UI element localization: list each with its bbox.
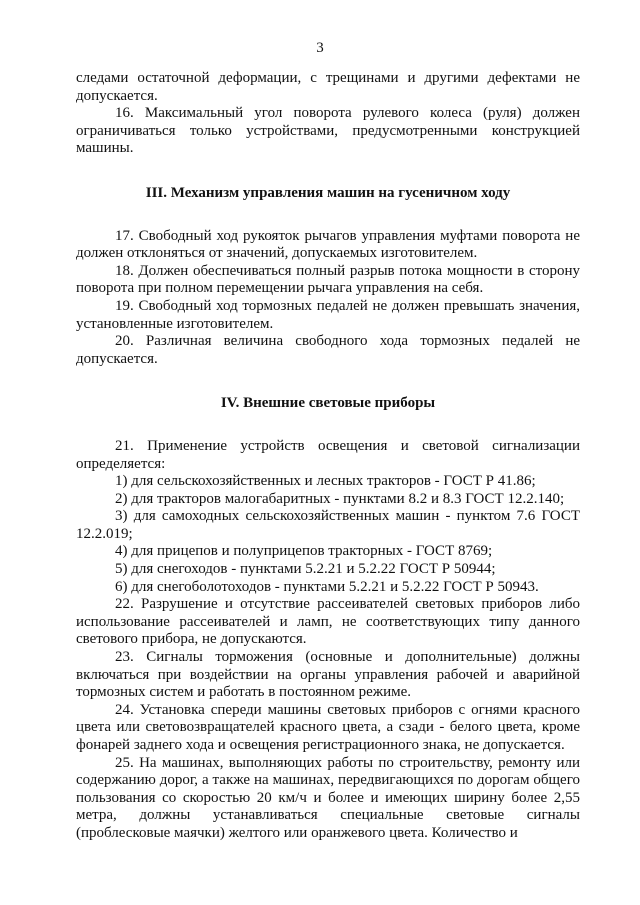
paragraph-16: 16. Максимальный угол поворота рулевого колеса (руля) должен ограничиваться только устройствами, предусмотренными конструкцией машины. (76, 105, 580, 157)
document-body (76, 70, 580, 843)
paragraph-18: 18. Должен обеспечиваться полный разрыв потока мощности в сторону поворота при полном перемещении рычага управления на себя. (76, 262, 580, 297)
section-heading-4: IV. Внешние световые приборы (220, 395, 436, 412)
paragraph-19: 19. Свободный ход тормозных педалей не должен превышать значения, установленные изготовителем. (76, 297, 580, 332)
paragraph-23: 23. Сигналы торможения (основные и дополнительные) должны включаться при воздействии на органы управления рабочей и аварийной тормозных систем и работать в постоянном режиме. (76, 649, 580, 701)
list-item: 6) для снегоболотоходов - пунктами 5.2.21 и 5.2.22 ГОСТ Р 50943. (115, 578, 539, 595)
list-item: 5) для снегоходов - пунктами 5.2.21 и 5.2.22 ГОСТ Р 50944; (115, 561, 496, 578)
list-item: 4) для прицепов и полуприцепов тракторных - ГОСТ 8769; (115, 543, 493, 560)
paragraph-24: 24. Установка спереди машины световых приборов с огнями красного цвета или световозвращателей красного цвета, а сзади - белого цвета, кроме фонарей заднего хода и освещения регистрационного знака, не допускается. (76, 701, 580, 753)
paragraph-17: 17. Свободный ход рукояток рычагов управления муфтами поворота не должен отклоняться от значений, допускаемых изготовителем. (76, 227, 580, 262)
paragraph-20: 20. Различная величина свободного хода тормозных педалей не допускается. (76, 333, 580, 367)
paragraph-25: 25. На машинах, выполняющих работы по строительству, ремонту или содержанию дорог, а также на машинах, передвигающихся по дорогам общего пользования со скоростью 20 км/ч и более и имеющих ширину более 2,55 метра, должны устанавливаться специальные световые сигналы (проблесковые маячки) желтого или оранжевого цвета. Количество и (76, 754, 580, 841)
paragraph-21: 21. Применение устройств освещения и световой сигнализации определяется: (76, 437, 580, 472)
list-item: 1) для сельскохозяйственных и лесных тракторов - ГОСТ Р 41.86; (115, 473, 536, 490)
page-number: 3 (316, 40, 324, 56)
list-item: 2) для тракторов малогабаритных - пунктами 8.2 и 8.3 ГОСТ 12.2.140; (115, 490, 565, 507)
lighting-standards-list (76, 473, 580, 596)
list-item: 3) для самоходных сельскохозяйственных машин - пунктом 7.6 ГОСТ 12.2.019; (76, 508, 580, 542)
paragraph-22: 22. Разрушение и отсутствие рассеивателей световых приборов либо использование рассеивателей и ламп, не соответствующих типу данного светового прибора, не допускаются. (76, 596, 580, 648)
section-heading-3: III. Механизм управления машин на гусеничном ходу (145, 184, 511, 201)
paragraph-continuation: следами остаточной деформации, с трещинами и другими дефектами не допускается. (76, 70, 580, 104)
